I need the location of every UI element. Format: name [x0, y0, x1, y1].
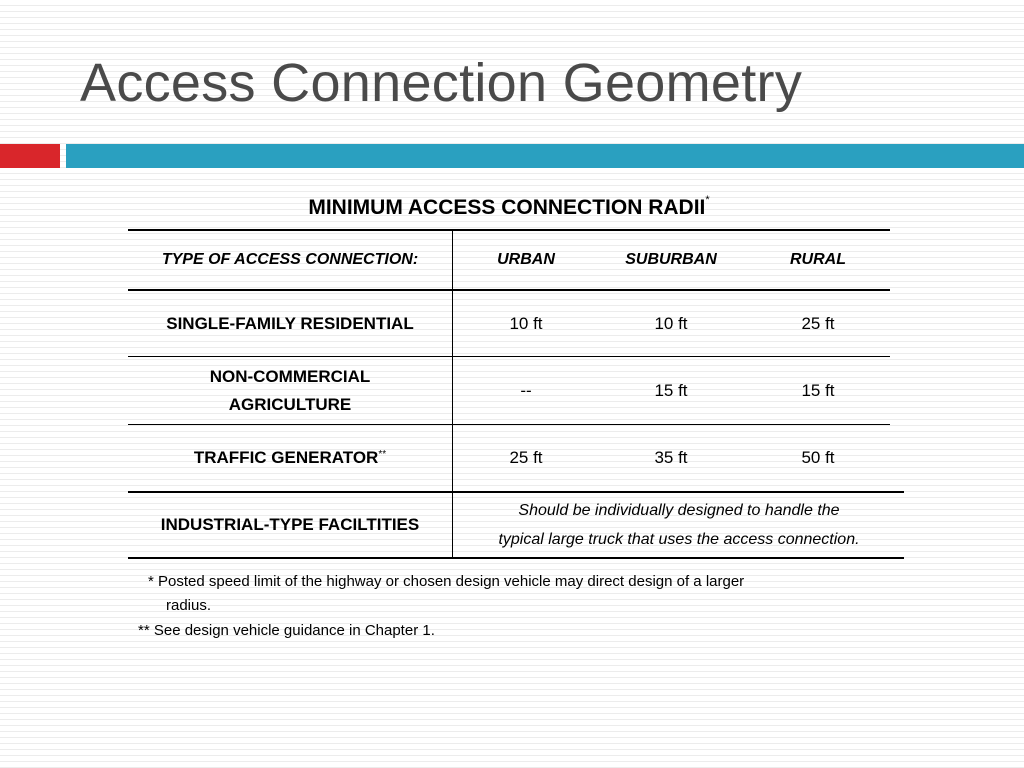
header-type: TYPE OF ACCESS CONNECTION: [161, 251, 419, 268]
row3-suburban: 35 ft [654, 448, 688, 467]
row4-note [454, 493, 904, 557]
row-label-non-commercial-line2: AGRICULTURE [228, 394, 352, 414]
row1-suburban: 10 ft [654, 313, 688, 333]
table-title-text: MINIMUM ACCESS CONNECTION RADII [308, 196, 706, 219]
accent-bar-red [0, 144, 60, 168]
row1-urban: 10 ft [509, 313, 543, 333]
accent-bar-blue [66, 144, 1024, 168]
row3-rural: 50 ft [801, 448, 835, 467]
row1-rural: 25 ft [801, 313, 835, 333]
table-column-divider [452, 231, 453, 558]
row-label-non-commercial [128, 357, 452, 424]
header-suburban: SUBURBAN [625, 251, 717, 268]
row2-rural: 15 ft [801, 380, 835, 400]
row-label-single-family: SINGLE-FAMILY RESIDENTIAL [166, 313, 414, 333]
table-title-footnote-mark: * [705, 194, 710, 206]
header-urban: URBAN [497, 251, 555, 268]
row3-urban: 25 ft [509, 448, 543, 467]
row2-urban: -- [520, 380, 532, 400]
footnote-1-line1: * Posted speed limit of the highway or chosen design vehicle may direct design of a larger [148, 573, 745, 590]
header-rural: RURAL [790, 251, 846, 268]
row2-suburban: 15 ft [654, 380, 688, 400]
table-title [128, 196, 890, 220]
row4-note-line1: Should be individually designed to handle the [518, 502, 840, 519]
traffic-generator-footnote-mark: ** [378, 449, 387, 460]
footnote-2: ** See design vehicle guidance in Chapter 1. [138, 622, 435, 639]
row-label-industrial: INDUSTRIAL-TYPE FACILTITIES [160, 515, 420, 534]
footnote-1-line2: radius. [166, 597, 212, 614]
row-label-non-commercial-line1: NON-COMMERCIAL [209, 366, 371, 386]
table-rule-bottom [128, 557, 904, 559]
slide-title: Access Connection Geometry [80, 53, 803, 113]
row-label-traffic-generator-text: TRAFFIC GENERATOR [193, 448, 379, 467]
row-label-traffic-generator [128, 425, 452, 491]
row4-note-line2: typical large truck that uses the access connection. [498, 531, 860, 548]
